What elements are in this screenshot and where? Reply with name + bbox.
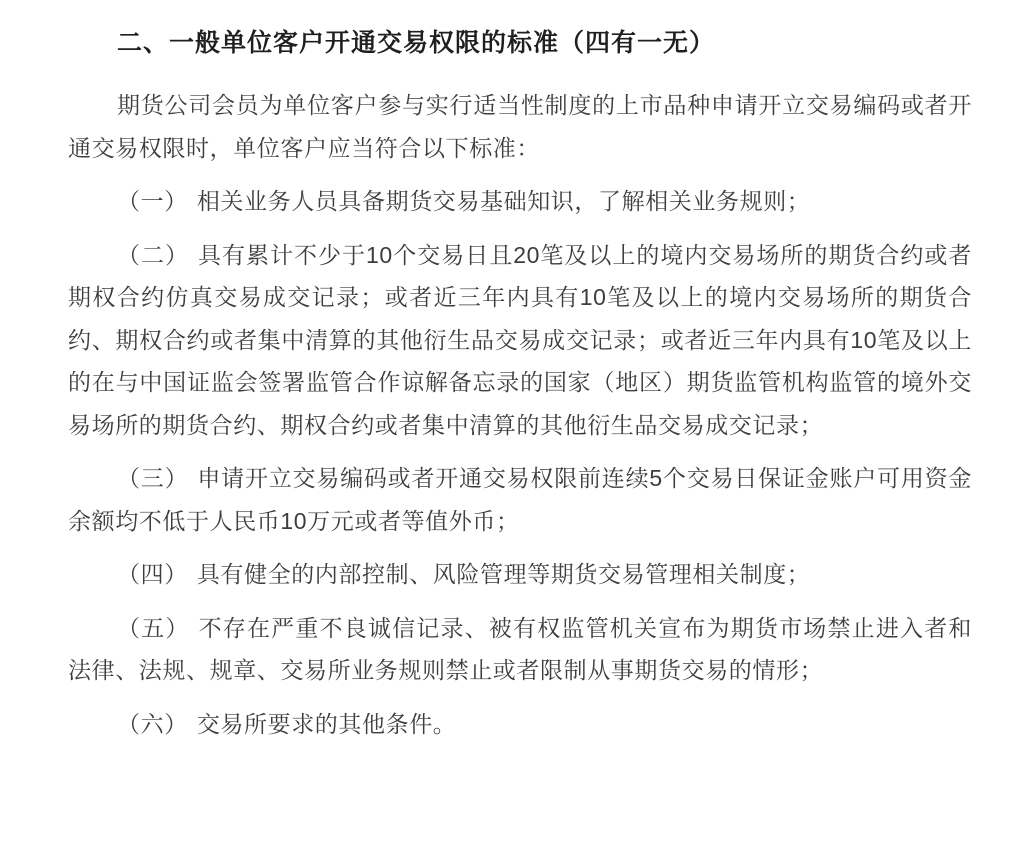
clause-text: 相关业务人员具备期货交易基础知识，了解相关业务规则； bbox=[196, 188, 811, 214]
clause-text: 交易所要求的其他条件。 bbox=[196, 710, 457, 737]
clause-number: （五） bbox=[117, 614, 190, 641]
clause-text: 具有健全的内部控制、风险管理等期货交易管理相关制度； bbox=[196, 561, 811, 587]
clause-item bbox=[68, 234, 972, 447]
clause-item bbox=[68, 180, 972, 223]
clause-text: 不存在严重不良诚信记录、被有权监管机关宣布为期货市场禁止进入者和法律、法规、规章、交易所业务规则禁止或者限制从事期货交易的情形； bbox=[68, 614, 972, 683]
clause-number: （二） bbox=[117, 241, 190, 268]
clause-item bbox=[68, 457, 972, 542]
clause-number: （六） bbox=[117, 710, 188, 737]
clause-text: 具有累计不少于10个交易日且20笔及以上的境内交易场所的期货合约或者期权合约仿真交易成交记录；或者近三年内具有10笔及以上的境内交易场所的期货合约、期权合约或者集中清算的其他衍生品交易成交记录；或者近三年内具有10笔及以上的在与中国证监会签署监管合作谅解备忘录的国家（地区）期货监管机构监管的境外交易场所的期货合约、期权合约或者集中清算的其他衍生品交易成交记录； bbox=[68, 241, 972, 438]
intro-paragraph: 期货公司会员为单位客户参与实行适当性制度的上市品种申请开立交易编码或者开通交易权限时，单位客户应当符合以下标准： bbox=[68, 92, 972, 161]
clause-item bbox=[68, 607, 972, 692]
clause-number: （一） bbox=[117, 188, 188, 214]
document-heading: 二、一般单位客户开通交易权限的标准（四有一无） bbox=[117, 29, 716, 57]
clause-number: （四） bbox=[117, 561, 188, 587]
clause-item bbox=[68, 703, 972, 746]
clause-number: （三） bbox=[117, 465, 189, 491]
clause-item bbox=[68, 553, 972, 596]
clause-text: 申请开立交易编码或者开通交易权限前连续5个交易日保证金账户可用资金余额均不低于人民币10万元或者等值外币； bbox=[68, 465, 972, 534]
